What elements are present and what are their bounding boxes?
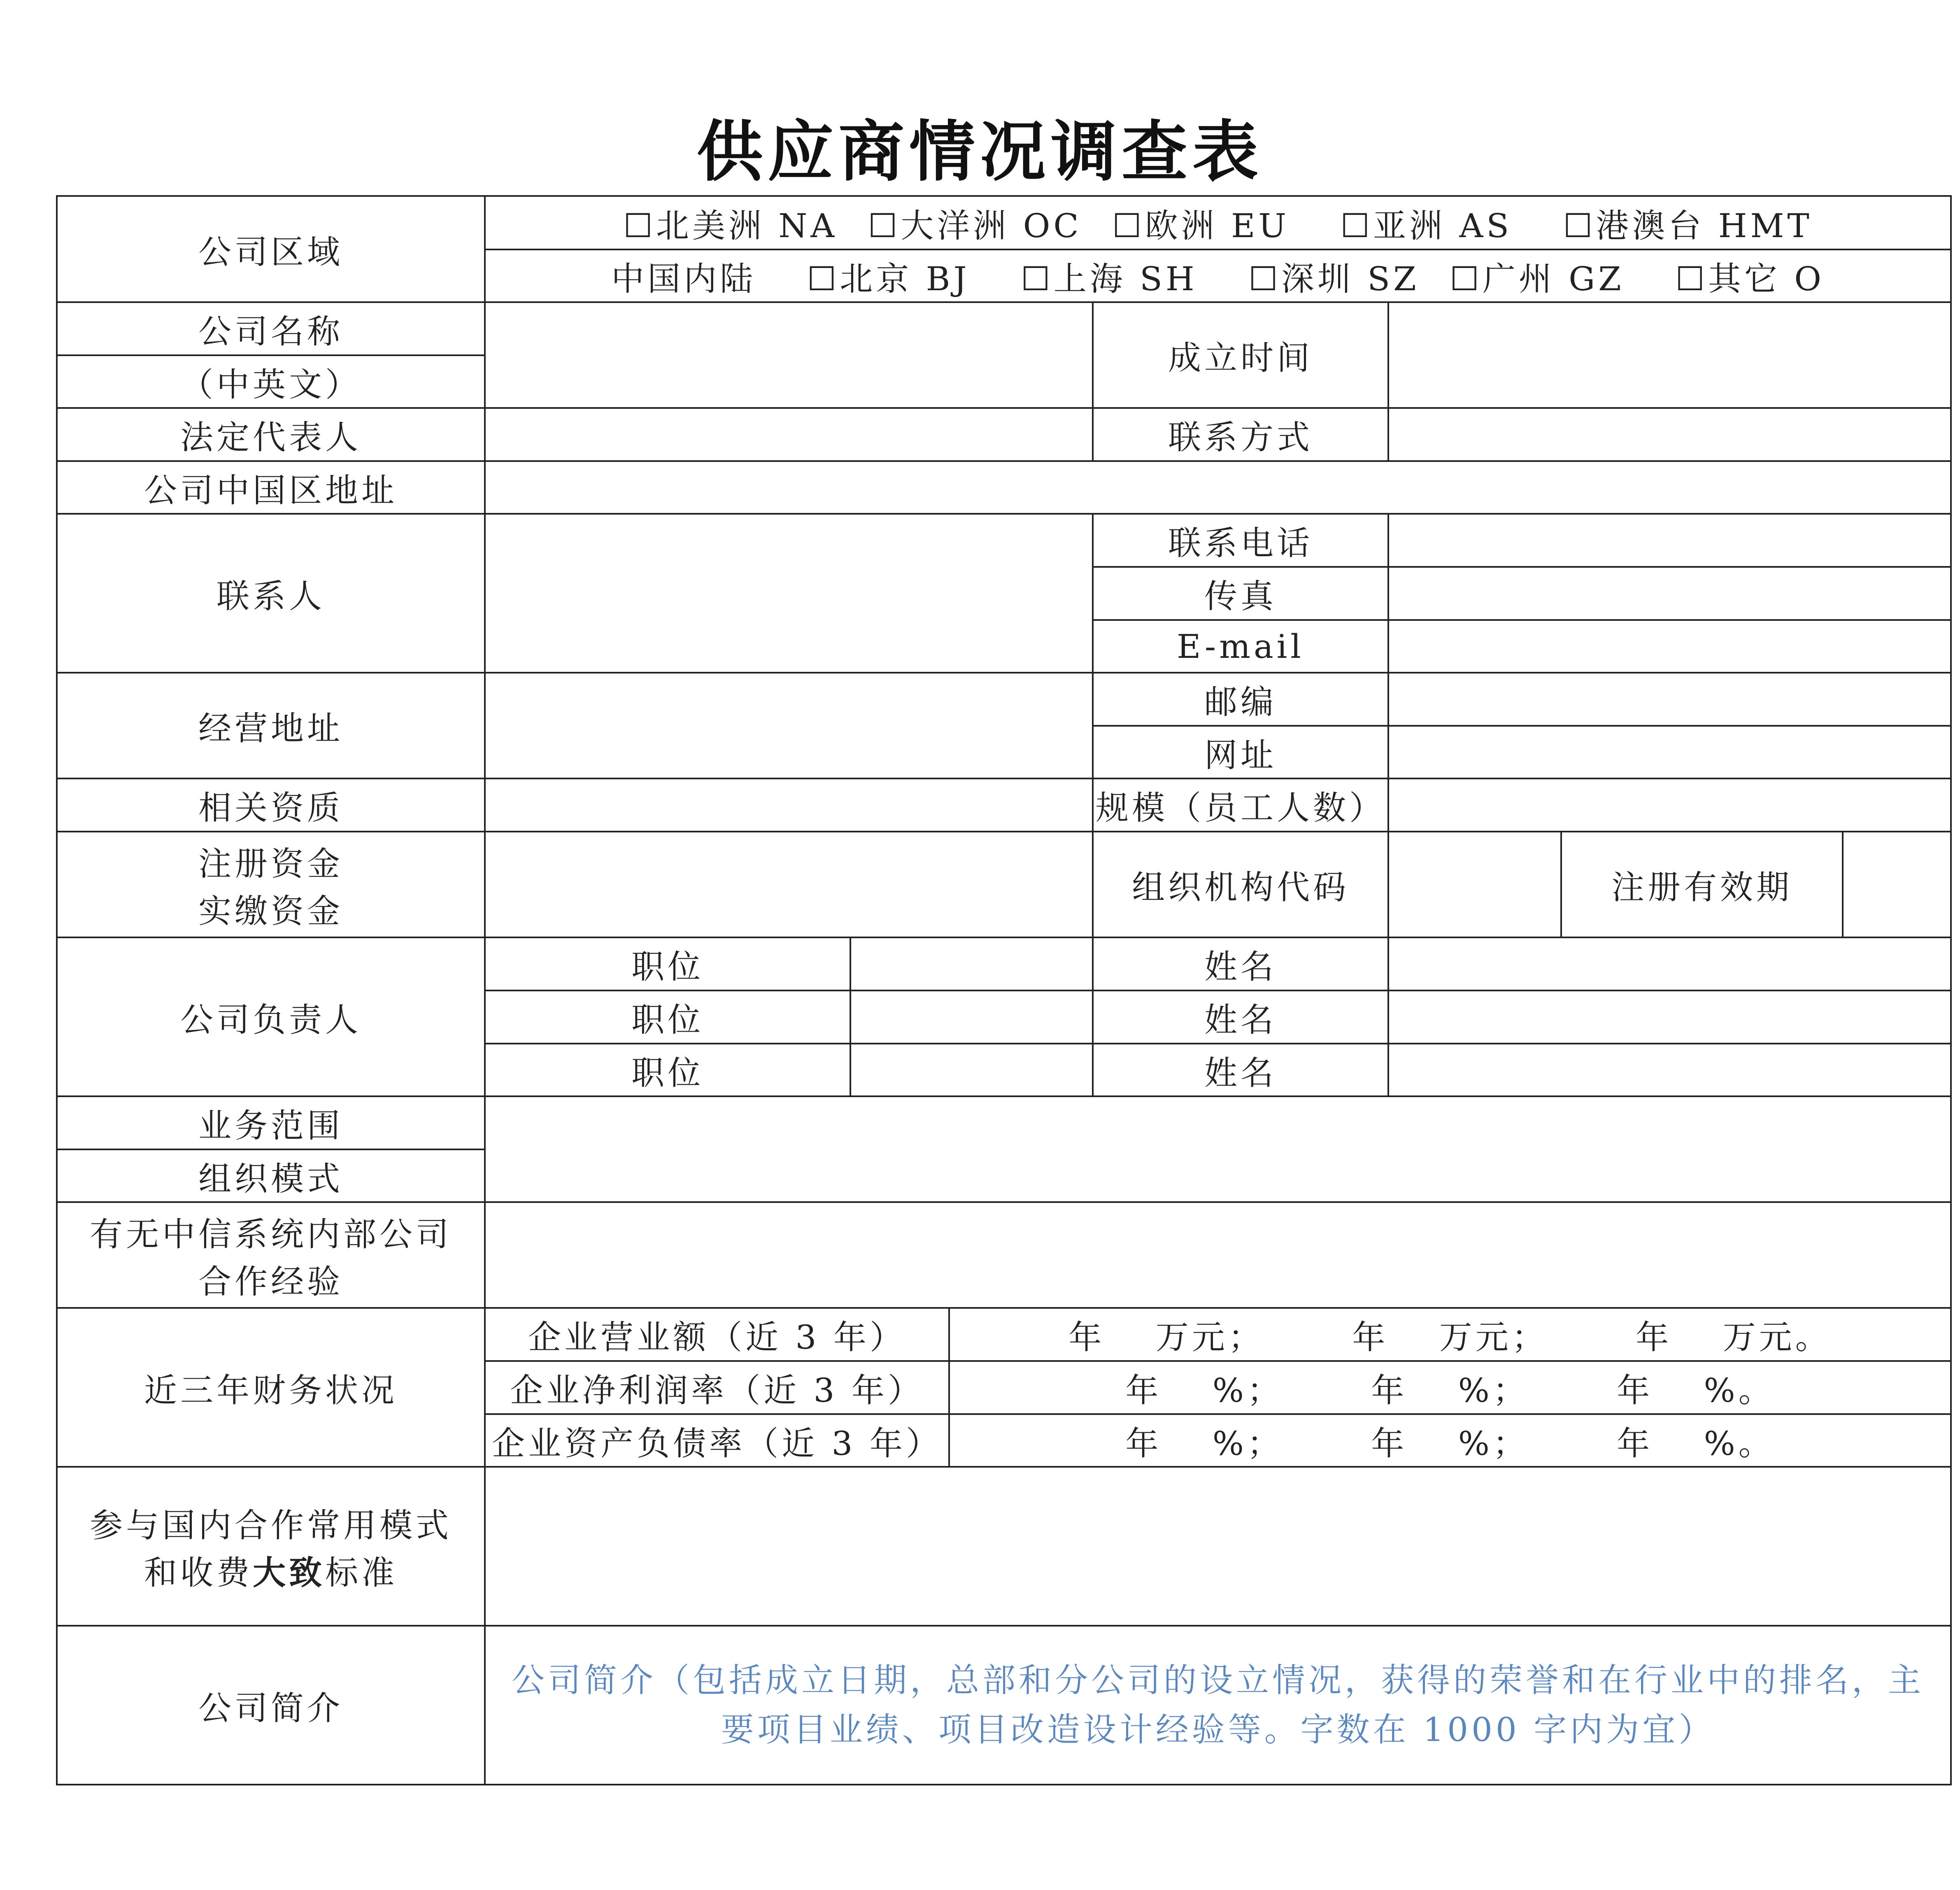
citic-experience-label bbox=[57, 1202, 485, 1308]
revenue-year-2: 年 bbox=[1352, 1318, 1389, 1356]
position-label-3: 职位 bbox=[485, 1044, 850, 1096]
business-address-label: 经营地址 bbox=[57, 673, 485, 778]
fax-field[interactable] bbox=[1388, 567, 1951, 620]
postcode-field[interactable] bbox=[1388, 673, 1951, 726]
phone-field[interactable] bbox=[1388, 514, 1951, 567]
citic-experience-field[interactable] bbox=[485, 1202, 1951, 1308]
debt-unit-1: %； bbox=[1212, 1424, 1283, 1463]
position-field-2[interactable] bbox=[850, 990, 1093, 1044]
margin-unit-1: %； bbox=[1212, 1371, 1283, 1410]
legal-rep-field[interactable] bbox=[485, 408, 1093, 461]
company-leader-label: 公司负责人 bbox=[57, 937, 485, 1096]
debt-year-3: 年 bbox=[1617, 1424, 1653, 1463]
org-code-label: 组织机构代码 bbox=[1093, 832, 1388, 937]
debt-year-1: 年 bbox=[1125, 1424, 1162, 1463]
region-option-bj[interactable]: ☐北京 BJ bbox=[807, 259, 970, 298]
established-label: 成立时间 bbox=[1093, 302, 1388, 408]
debt-ratio-field[interactable] bbox=[949, 1414, 1951, 1467]
contact-method-label: 联系方式 bbox=[1093, 408, 1388, 461]
debt-unit-3: %。 bbox=[1704, 1424, 1775, 1463]
contact-person-label: 联系人 bbox=[57, 514, 485, 673]
margin-year-3: 年 bbox=[1617, 1371, 1653, 1410]
region-option-sh[interactable]: ☐上海 SH bbox=[1020, 259, 1198, 298]
registration-validity-label: 注册有效期 bbox=[1561, 832, 1843, 937]
leader-name-label-2: 姓名 bbox=[1093, 990, 1388, 1044]
website-label: 网址 bbox=[1093, 726, 1388, 778]
cooperation-mode-field[interactable] bbox=[485, 1467, 1951, 1626]
debt-year-2: 年 bbox=[1371, 1424, 1408, 1463]
revenue-unit-1: 万元； bbox=[1155, 1318, 1264, 1356]
overseas-region-options bbox=[485, 196, 1951, 249]
cooperation-mode-bold: 大致 bbox=[253, 1554, 325, 1592]
region-label: 公司区域 bbox=[57, 196, 485, 302]
supplier-survey-form bbox=[56, 195, 1952, 1785]
leader-name-field-1[interactable] bbox=[1388, 937, 1951, 990]
company-name-label: 公司名称 bbox=[57, 302, 485, 355]
qualification-field[interactable] bbox=[485, 778, 1093, 832]
business-address-field[interactable] bbox=[485, 673, 1093, 778]
margin-year-1: 年 bbox=[1125, 1371, 1162, 1410]
citic-experience-label-line2: 合作经验 bbox=[198, 1262, 343, 1301]
revenue-unit-2: 万元； bbox=[1439, 1318, 1548, 1356]
position-label-1: 职位 bbox=[485, 937, 850, 990]
cooperation-mode-line2 bbox=[58, 1546, 484, 1594]
intro-label: 公司简介 bbox=[57, 1626, 485, 1785]
company-name-field[interactable] bbox=[485, 302, 1093, 408]
company-name-sublabel: （中英文） bbox=[57, 355, 485, 408]
revenue-label: 企业营业额（近 3 年） bbox=[485, 1308, 949, 1361]
legal-rep-label: 法定代表人 bbox=[57, 408, 485, 461]
business-scope-label: 业务范围 bbox=[57, 1096, 485, 1149]
postcode-label: 邮编 bbox=[1093, 673, 1388, 726]
email-label: E-mail bbox=[1093, 620, 1388, 673]
debt-ratio-label: 企业资产负债率（近 3 年） bbox=[485, 1414, 949, 1467]
leader-name-label-3: 姓名 bbox=[1093, 1044, 1388, 1096]
leader-name-label-1: 姓名 bbox=[1093, 937, 1388, 990]
capital-label bbox=[57, 832, 485, 937]
citic-experience-label-line1: 有无中信系统内部公司 bbox=[90, 1215, 452, 1254]
position-field-1[interactable] bbox=[850, 937, 1093, 990]
net-margin-label: 企业净利润率（近 3 年） bbox=[485, 1361, 949, 1414]
region-option-eu[interactable]: ☐欧洲 EU bbox=[1112, 206, 1290, 245]
intro-hint[interactable]: 公司简介（包括成立日期，总部和分公司的设立情况，获得的荣誉和在行业中的排名，主要项目业绩、项目改造设计经验等。字数在 1000 字内为宜） bbox=[485, 1626, 1951, 1785]
china-address-field[interactable] bbox=[485, 461, 1951, 514]
region-option-as[interactable]: ☐亚洲 AS bbox=[1340, 206, 1513, 245]
region-option-sz[interactable]: ☐深圳 SZ bbox=[1248, 259, 1420, 298]
scale-label: 规模（员工人数） bbox=[1093, 778, 1388, 832]
region-option-hmt[interactable]: ☐港澳台 HMT bbox=[1563, 206, 1813, 245]
fax-label: 传真 bbox=[1093, 567, 1388, 620]
leader-name-field-2[interactable] bbox=[1388, 990, 1951, 1044]
cooperation-mode-post: 标准 bbox=[325, 1554, 398, 1592]
website-field[interactable] bbox=[1388, 726, 1951, 778]
margin-unit-3: %。 bbox=[1704, 1371, 1775, 1410]
established-field[interactable] bbox=[1388, 302, 1951, 408]
revenue-year-3: 年 bbox=[1636, 1318, 1672, 1356]
region-option-na[interactable]: ☐北美洲 NA bbox=[623, 206, 838, 245]
position-field-3[interactable] bbox=[850, 1044, 1093, 1096]
revenue-unit-3: 万元。 bbox=[1723, 1318, 1832, 1356]
registered-capital-label: 注册资金 bbox=[198, 844, 343, 883]
finance-label: 近三年财务状况 bbox=[57, 1308, 485, 1467]
net-margin-field[interactable] bbox=[949, 1361, 1951, 1414]
paid-capital-label: 实缴资金 bbox=[198, 892, 343, 930]
margin-year-2: 年 bbox=[1371, 1371, 1408, 1410]
capital-field[interactable] bbox=[485, 832, 1093, 937]
cooperation-mode-pre: 和收费 bbox=[144, 1554, 253, 1592]
region-option-oc[interactable]: ☐大洋洲 OC bbox=[868, 206, 1082, 245]
china-mainland-label: 中国内陆 bbox=[611, 259, 757, 298]
margin-unit-2: %； bbox=[1458, 1371, 1529, 1410]
region-option-gz[interactable]: ☐广州 GZ bbox=[1450, 259, 1625, 298]
leader-name-field-3[interactable] bbox=[1388, 1044, 1951, 1096]
revenue-year-1: 年 bbox=[1068, 1318, 1105, 1356]
phone-label: 联系电话 bbox=[1093, 514, 1388, 567]
region-option-other[interactable]: ☐其它 O bbox=[1675, 259, 1825, 298]
china-region-options bbox=[485, 249, 1951, 302]
business-scope-field[interactable] bbox=[485, 1096, 1951, 1202]
page-title: 供应商情况调查表 bbox=[696, 113, 1263, 190]
qualification-label: 相关资质 bbox=[57, 778, 485, 832]
org-mode-label: 组织模式 bbox=[57, 1149, 485, 1202]
registration-validity-field[interactable] bbox=[1843, 832, 1951, 937]
cooperation-mode-label bbox=[57, 1467, 485, 1626]
position-label-2: 职位 bbox=[485, 990, 850, 1044]
revenue-field[interactable] bbox=[949, 1308, 1951, 1361]
scale-field[interactable] bbox=[1388, 778, 1951, 832]
contact-person-field[interactable] bbox=[485, 514, 1093, 673]
cooperation-mode-line1: 参与国内合作常用模式 bbox=[90, 1506, 452, 1545]
china-address-label: 公司中国区地址 bbox=[57, 461, 485, 514]
contact-method-field[interactable] bbox=[1388, 408, 1951, 461]
org-code-field[interactable] bbox=[1388, 832, 1561, 937]
debt-unit-2: %； bbox=[1458, 1424, 1529, 1463]
email-field[interactable] bbox=[1388, 620, 1951, 673]
